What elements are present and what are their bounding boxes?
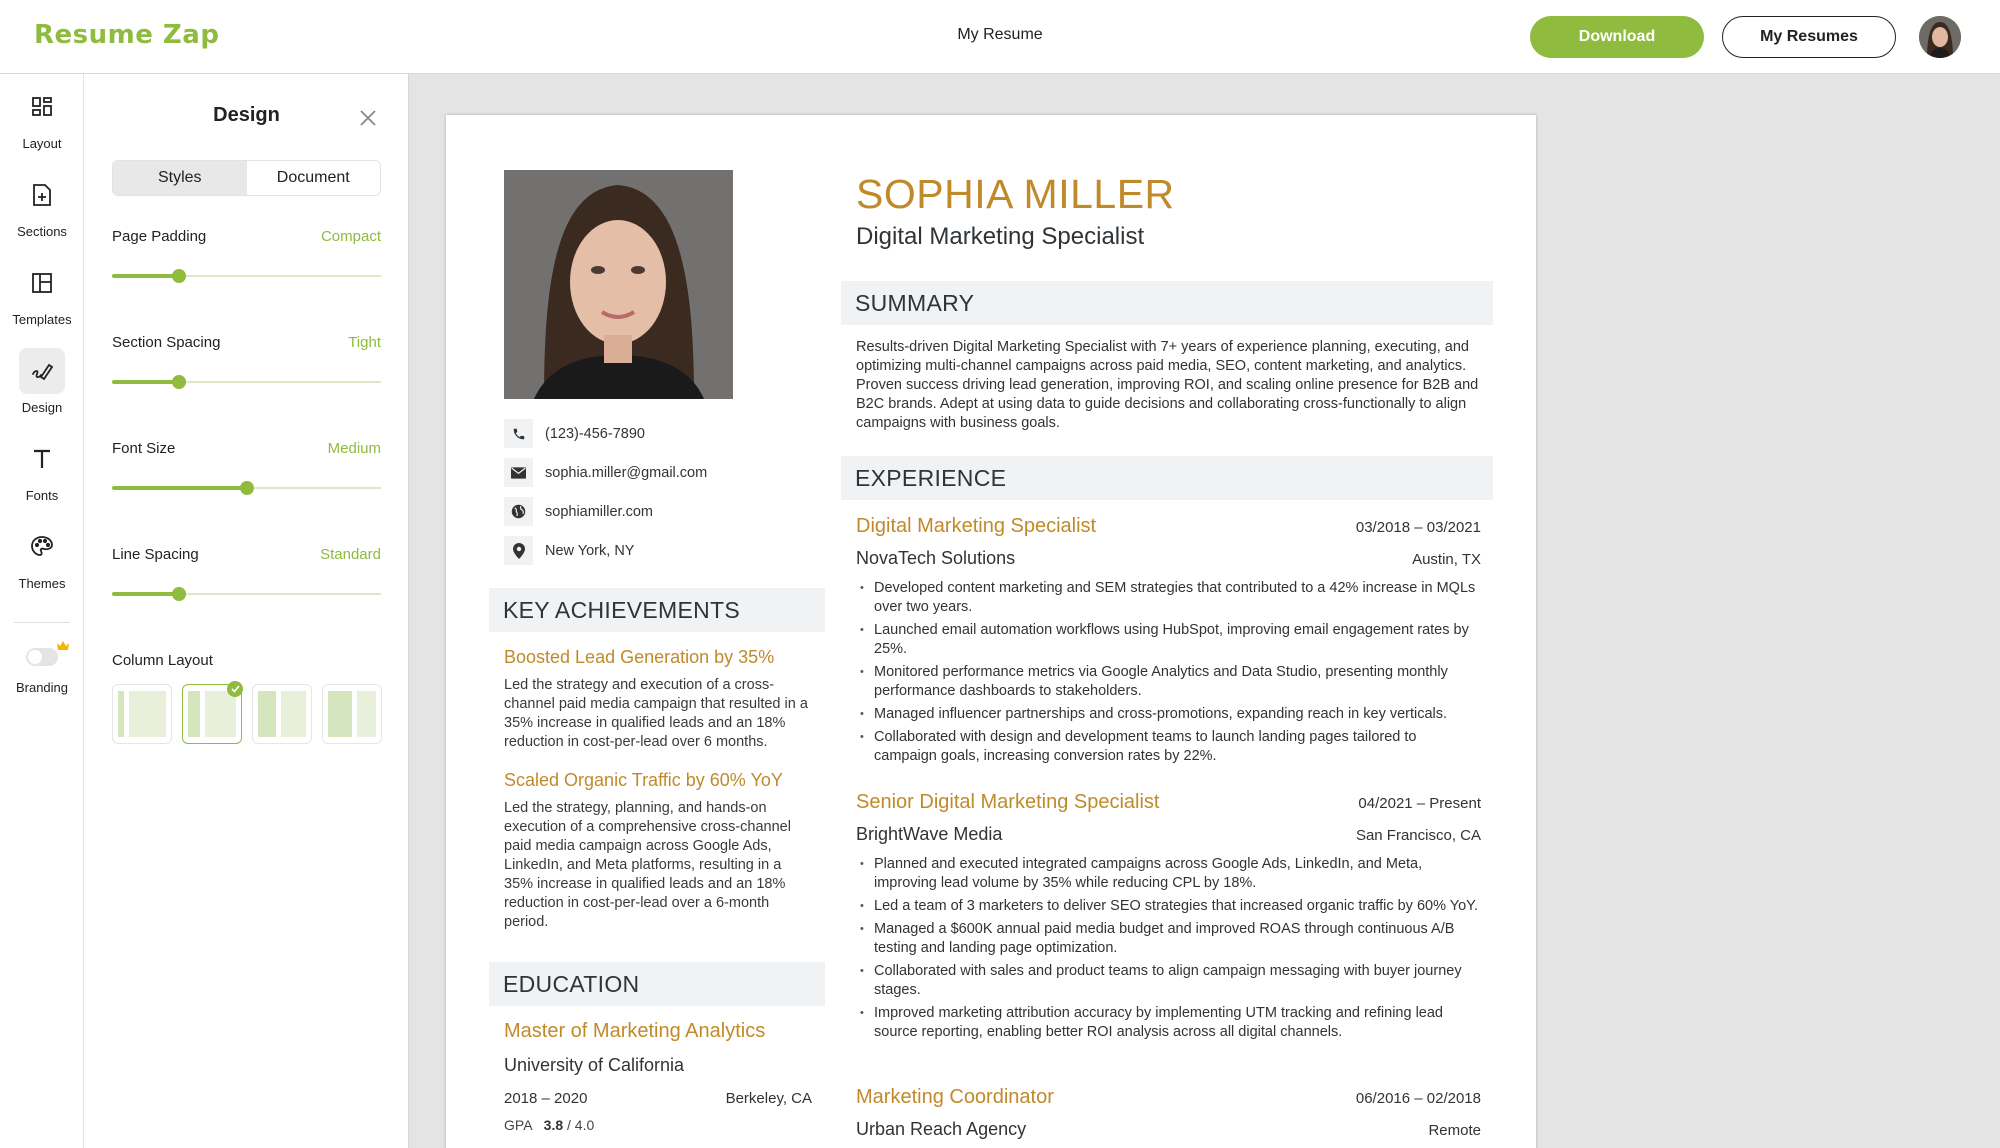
branding-toggle[interactable]: [26, 648, 58, 666]
slider-thumb[interactable]: [172, 375, 186, 389]
contact-website: [504, 497, 804, 526]
palette-icon: [19, 524, 65, 570]
tab-styles[interactable]: Styles: [113, 161, 247, 195]
email-icon: [504, 458, 533, 487]
avatar[interactable]: [1919, 16, 1961, 58]
rail-item-design[interactable]: [0, 338, 84, 422]
job-company: NovaTech Solutions: [856, 548, 1016, 568]
column-layout-option-1[interactable]: [112, 684, 172, 744]
rail-label: Branding: [15, 680, 69, 695]
check-icon: [227, 681, 243, 697]
website-text[interactable]: sophiamiller.com: [545, 503, 653, 520]
job-location: Remote: [1428, 1122, 1481, 1139]
resume-name: SOPHIA MILLER: [856, 171, 1175, 217]
contact-location: [504, 536, 804, 565]
achievement-text: Led the strategy and execution of a cross-channel paid media campaign that resulted in a 35% increase in qualified leads and an 18% reduction in cost-per-lead over 6 months.: [504, 677, 808, 750]
layout-grid-icon: [19, 84, 65, 130]
location-text: New York, NY: [545, 542, 635, 559]
contact-email: [504, 458, 804, 487]
resume-page[interactable]: [446, 115, 1536, 1148]
bullet: • Managed a $600K annual paid media budget and improved ROAS through continuous A/B testing and landing page optimization.: [856, 920, 1481, 958]
summary-text: Results-driven Digital Marketing Specialist with 7+ years of experience planning, executing, and optimizing multi-channel campaigns across paid media, SEO, content marketing, and analytics. Proven success driving lead generation, improving ROI, and scaling online presence for B2B and B2C brands. Adept at using data to guide decisions and collaborating cross-functionally to align campaigns with business goals.: [856, 339, 1479, 431]
education-entry: [504, 1020, 812, 1133]
gpa-scale: / 4.0: [567, 1117, 595, 1133]
rail-label: Fonts: [25, 488, 59, 503]
job-bullets: [856, 579, 1481, 766]
experience-entry: [856, 515, 1481, 770]
map-pin-icon: [504, 536, 533, 565]
panel-tabs: [112, 160, 381, 196]
rail-label: Sections: [17, 224, 67, 239]
column-layout-option-4[interactable]: [322, 684, 382, 744]
job-location: Austin, TX: [1412, 551, 1481, 568]
setting-page-padding: [112, 228, 381, 283]
achievement-text: Led the strategy, planning, and hands-on execution of a comprehensive cross-channel paid media campaign across Google Ads, LinkedIn, and Meta platforms, resulting in a 35% increase in qualified leads and an 18% reduction in cost-per-lead over a 6-month period.: [504, 800, 791, 930]
setting-line-spacing: [112, 546, 381, 601]
bullet: • Developed content marketing and SEM strategies that contributed to a 42% increase in MQLs over two years.: [856, 579, 1481, 617]
experience-entry: [856, 791, 1481, 1046]
job-company: Urban Reach Agency: [856, 1119, 1027, 1139]
setting-label: Column Layout: [112, 652, 213, 669]
gpa-value: 3.8: [543, 1117, 564, 1133]
panel-title: Design: [213, 104, 280, 126]
job-role: Marketing Coordinator: [856, 1086, 1054, 1108]
section-heading-achievements: KEY ACHIEVEMENTS: [489, 588, 825, 632]
file-plus-icon: [19, 172, 65, 218]
page-padding-slider[interactable]: [112, 269, 381, 283]
avatar-photo-icon: [1919, 16, 1961, 58]
rail-item-themes[interactable]: [0, 514, 84, 598]
bullet: • Collaborated with design and development teams to launch landing pages tailored to campaign goals, increasing conversion rates by 22%.: [856, 728, 1481, 766]
rail-item-fonts[interactable]: [0, 426, 84, 510]
email-text[interactable]: sophia.miller@gmail.com: [545, 464, 708, 481]
job-dates: 06/2016 – 02/2018: [1355, 1090, 1481, 1107]
line-spacing-slider[interactable]: [112, 587, 381, 601]
setting-value: Tight: [348, 334, 381, 351]
section-spacing-slider[interactable]: [112, 375, 381, 389]
top-bar: [0, 0, 2000, 74]
bullet: • Collaborated with sales and product teams to align campaign messaging with buyer journey stages.: [856, 962, 1481, 1000]
education-gpa: [504, 1117, 812, 1133]
setting-section-spacing: [112, 334, 381, 389]
bullet: • Led a team of 3 marketers to deliver SEO strategies that increased organic traffic by 60% YoY.: [856, 897, 1481, 916]
download-button[interactable]: Download: [1530, 16, 1704, 58]
tool-rail: [0, 74, 84, 1148]
education-degree: Master of Marketing Analytics: [504, 1020, 766, 1042]
job-location: San Francisco, CA: [1355, 827, 1481, 844]
pen-design-icon: [19, 348, 65, 394]
job-dates: 03/2018 – 03/2021: [1355, 519, 1481, 536]
rail-label: Design: [21, 400, 63, 415]
font-size-slider[interactable]: [112, 481, 381, 495]
education-school: University of California: [504, 1055, 685, 1075]
education-location: Berkeley, CA: [725, 1090, 812, 1107]
text-t-icon: [19, 436, 65, 482]
achievement-title: Boosted Lead Generation by 35%: [504, 647, 775, 667]
rail-item-sections[interactable]: [0, 162, 84, 246]
rail-label: Layout: [22, 136, 62, 151]
setting-label: Section Spacing: [112, 334, 221, 351]
phone-icon: [504, 419, 533, 448]
rail-item-branding[interactable]: [0, 634, 84, 718]
achievement-title: Scaled Organic Traffic by 60% YoY: [504, 770, 783, 790]
rail-item-layout[interactable]: [0, 74, 84, 158]
achievements-list: [504, 647, 812, 950]
portrait-photo-icon: [504, 170, 733, 399]
column-layout-option-3[interactable]: [252, 684, 312, 744]
setting-value: Medium: [327, 440, 381, 457]
bullet: • Launched email automation workflows using HubSpot, improving email engagement rates by 25%.: [856, 621, 1481, 659]
rail-item-templates[interactable]: [0, 250, 84, 334]
globe-icon: [504, 497, 533, 526]
premium-crown-icon: [57, 641, 69, 650]
bullet: • Improved marketing attribution accuracy by implementing UTM tracking and refining lead source reporting, enabling better ROI analysis across all digital channels.: [856, 1004, 1481, 1042]
job-bullets: [856, 855, 1481, 1042]
setting-label: Font Size: [112, 440, 176, 457]
section-heading-summary: SUMMARY: [841, 281, 1493, 325]
document-title[interactable]: My Resume: [957, 26, 1043, 43]
setting-font-size: [112, 440, 381, 495]
rail-label: Templates: [12, 312, 72, 327]
my-resumes-button[interactable]: My Resumes: [1722, 16, 1896, 58]
phone-text: (123)-456-7890: [545, 425, 645, 442]
profile-photo[interactable]: [504, 170, 733, 399]
bullet: • Planned and executed integrated campaigns across Google Ads, LinkedIn, and Meta, improving lead volume by 35% while reducing CPL by 18%.: [856, 855, 1481, 893]
close-icon[interactable]: [356, 106, 380, 130]
gpa-label: GPA: [504, 1117, 532, 1133]
section-heading-experience: EXPERIENCE: [841, 456, 1493, 500]
template-icon: [19, 260, 65, 306]
rail-label: Themes: [18, 576, 66, 591]
design-panel: [84, 74, 409, 1148]
slider-thumb[interactable]: [172, 269, 186, 283]
experience-entry: [856, 1086, 1481, 1140]
setting-value: Standard: [320, 546, 381, 563]
column-layout-options: [112, 684, 382, 744]
job-company: BrightWave Media: [856, 824, 1003, 844]
job-role: Digital Marketing Specialist: [856, 515, 1097, 537]
column-layout-option-2[interactable]: [182, 684, 242, 744]
setting-label: Line Spacing: [112, 546, 199, 563]
tab-document[interactable]: Document: [247, 161, 381, 195]
logo[interactable]: Resume Zap: [34, 20, 220, 50]
slider-thumb[interactable]: [240, 481, 254, 495]
education-years: 2018 – 2020: [504, 1090, 588, 1107]
section-heading-education: EDUCATION: [489, 962, 825, 1006]
bullet: • Managed influencer partnerships and cross-promotions, expanding reach in key verticals.: [856, 705, 1481, 724]
slider-thumb[interactable]: [172, 587, 186, 601]
bullet: • Monitored performance metrics via Google Analytics and Data Studio, presenting monthly performance dashboards to stakeholders.: [856, 663, 1481, 701]
setting-label: Page Padding: [112, 228, 207, 245]
job-dates: 04/2021 – Present: [1358, 795, 1481, 812]
setting-column-layout: [112, 652, 381, 669]
rail-divider: [14, 622, 70, 623]
resume-job-title: Digital Marketing Specialist: [856, 223, 1145, 250]
setting-value: Compact: [320, 228, 381, 245]
contact-phone: [504, 419, 804, 448]
job-role: Senior Digital Marketing Specialist: [856, 791, 1160, 813]
